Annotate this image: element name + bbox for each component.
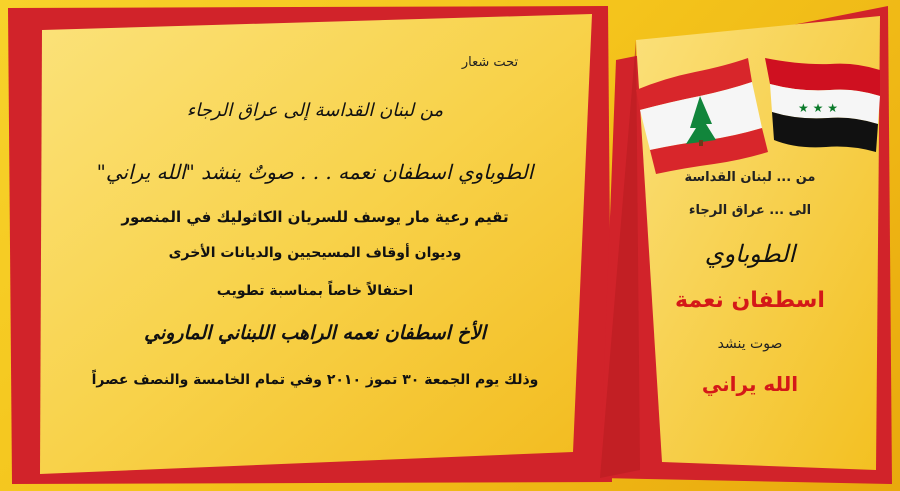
motto: الله يراني [701, 372, 799, 396]
blessed-voice-line: الطوباوي اسطفان نعمه . . . صوتٌ ينشد "الله يراني" [96, 160, 534, 184]
celebration-line: احتفالاً خاصاً بمناسبة تطويب [216, 283, 414, 299]
to-line: الى ... عراق الرجاء [688, 203, 812, 218]
slogan-line: من لبنان القداسة إلى عراق الرجاء [186, 100, 444, 121]
from-line: من ... لبنان القداسة [684, 170, 816, 185]
blessed-title: الطوباوي [704, 240, 796, 268]
date-time-line: وذلك يوم الجمعة ٣٠ تموز ٢٠١٠ وفي تمام الخامسة والنصف عصراً [91, 372, 539, 388]
honoree-name: اسطفان نعمة [675, 288, 825, 313]
endowments-line: وديوان أوقاف المسيحيين والديانات الأخرى [168, 245, 462, 261]
parish-line: تقيم رعية مار يوسف للسريان الكاثوليك في المنصور [121, 208, 509, 226]
honoree-line: الأخ اسطفان نعمه الراهب اللبناني الماروني [144, 322, 486, 344]
voice-label: صوت ينشد [717, 336, 783, 352]
left-page [40, 14, 592, 474]
svg-text:★ ★ ★: ★ ★ ★ [798, 101, 838, 115]
iraq-flag-icon [765, 58, 880, 152]
tagline: تحت شعار [461, 55, 519, 70]
